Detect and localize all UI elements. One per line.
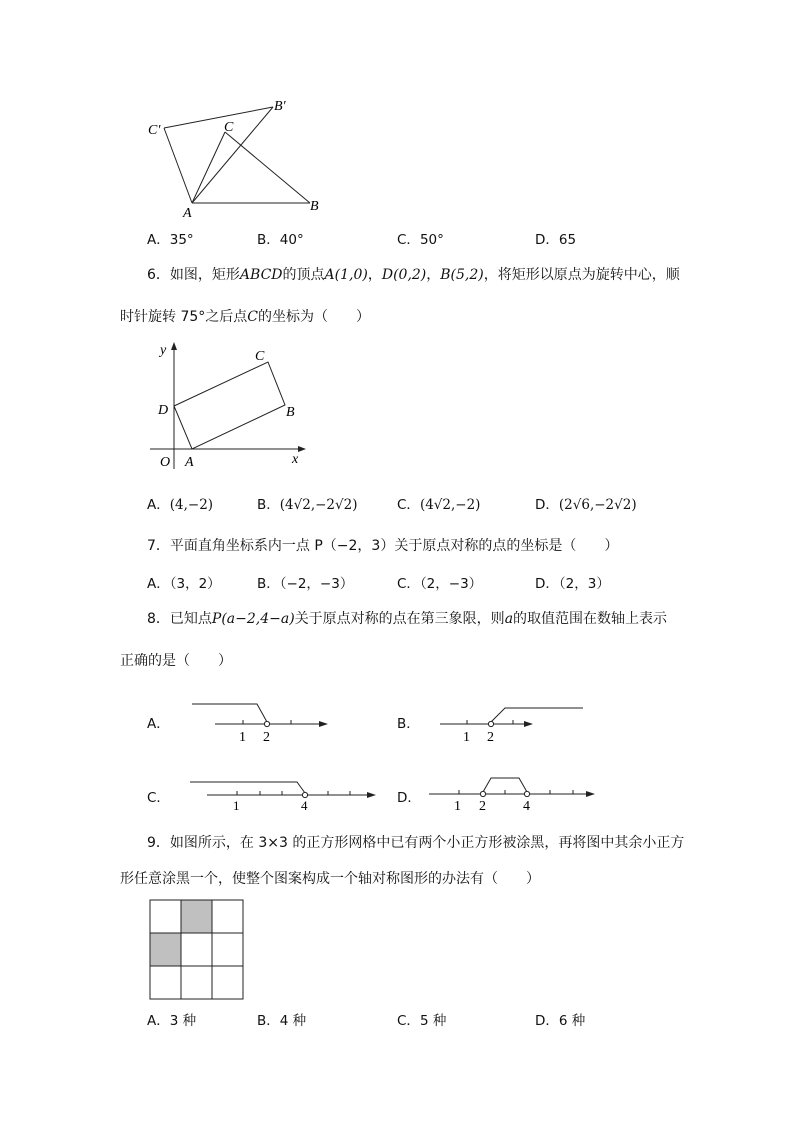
range-line <box>190 782 305 793</box>
q8-option-c-numberline[interactable] <box>185 773 385 815</box>
option-text: 6 种 <box>558 1013 586 1029</box>
option-letter: A． <box>147 1013 170 1029</box>
label-b: B <box>286 405 295 420</box>
q6-option-c[interactable] <box>397 493 480 513</box>
label-c: C <box>224 120 234 135</box>
label-b: B <box>310 199 319 214</box>
option-letter: D． <box>535 497 559 513</box>
label-b-prime: B′ <box>274 99 286 114</box>
option-text: 35° <box>169 232 194 248</box>
option-letter: A． <box>147 576 170 592</box>
option-letter: D． <box>535 576 559 592</box>
grid-cell <box>212 900 243 933</box>
label-a: A <box>183 206 192 220</box>
q6-option-b[interactable] <box>257 493 357 513</box>
q9-option-c[interactable] <box>397 1009 446 1029</box>
q5-option-d[interactable] <box>535 228 576 248</box>
seg-c-a <box>192 132 225 203</box>
q6-rect-name: ABCD <box>239 267 283 283</box>
option-text: （3，2） <box>169 576 221 592</box>
option-letter: C． <box>397 576 420 592</box>
grid-cell <box>181 933 212 966</box>
range-line <box>192 704 267 722</box>
option-text: 40° <box>279 232 304 248</box>
open-endpoint <box>524 791 529 796</box>
option-text: (4,−2) <box>169 497 214 513</box>
q9-option-a[interactable] <box>147 1009 196 1029</box>
q6-stem-line1 <box>147 264 680 284</box>
q6-point-d: D(0,2) <box>381 267 427 283</box>
q8-option-a-letter[interactable]: A． <box>147 716 170 732</box>
grid-cell <box>181 966 212 999</box>
q6-text: 的顶点 <box>282 267 325 283</box>
q8-number: 8．已知点 <box>147 611 212 627</box>
range-line <box>491 708 583 722</box>
q7-option-d[interactable] <box>535 572 610 592</box>
tick-label: 1 <box>233 798 240 813</box>
option-text: （−2，−3） <box>279 576 354 592</box>
q8-option-a-numberline[interactable] <box>185 695 335 747</box>
option-letter: A． <box>147 232 170 248</box>
q6-point-a: A(1,0) <box>324 267 368 283</box>
q9-option-b[interactable] <box>257 1009 306 1029</box>
arrow-icon <box>586 791 595 797</box>
q5-option-c[interactable] <box>397 228 444 248</box>
label-a: A <box>185 455 194 470</box>
option-text: （2，−3） <box>419 576 483 592</box>
option-letter: C． <box>397 497 420 513</box>
option-letter: B． <box>257 232 280 248</box>
arrow-icon <box>367 792 376 798</box>
grid-cell <box>212 966 243 999</box>
q5-option-a[interactable] <box>147 228 194 248</box>
grid-cell-shaded <box>150 933 181 966</box>
option-text: （2，3） <box>558 576 610 592</box>
option-letter: A． <box>147 497 170 513</box>
q8-option-d-numberline[interactable] <box>425 770 605 815</box>
open-endpoint <box>488 721 493 726</box>
seg-c-prime-a <box>164 128 192 203</box>
label-c: C <box>255 349 265 364</box>
q9-option-d[interactable] <box>535 1009 585 1029</box>
seg-c-prime-b-prime <box>164 107 273 128</box>
tick-label: 4 <box>301 798 308 813</box>
q7-option-a[interactable] <box>147 572 221 592</box>
tick-label: 1 <box>239 730 246 745</box>
q6-option-a[interactable] <box>147 493 213 513</box>
tick-label: 2 <box>487 730 494 745</box>
option-letter: B． <box>257 1013 280 1029</box>
tick-label: 4 <box>523 799 530 814</box>
q8-option-d-letter[interactable]: D． <box>397 790 421 806</box>
option-text: 65 <box>558 232 577 248</box>
label-d: D <box>158 403 169 418</box>
q8-option-b-numberline[interactable] <box>435 695 590 747</box>
q8-point: P(a−2,4−a) <box>211 611 295 627</box>
option-text: (4√2,−2√2) <box>279 497 358 513</box>
q8-option-b-letter[interactable]: B． <box>397 716 420 732</box>
option-text: 50° <box>419 232 444 248</box>
option-letter: D． <box>535 1013 559 1029</box>
tick-label: 2 <box>479 799 486 814</box>
q7-option-c[interactable] <box>397 572 482 592</box>
option-text: (4√2,−2) <box>419 497 481 513</box>
label-y: y <box>160 343 167 358</box>
option-letter: D． <box>535 232 559 248</box>
q7-stem: 7．平面直角坐标系内一点 P（−2，3）关于原点对称的点的坐标是（ ） <box>147 538 619 554</box>
q6-number: 6．如图，矩形 <box>147 267 240 283</box>
option-text: 4 种 <box>279 1013 307 1029</box>
option-letter: B． <box>257 497 280 513</box>
tick-label: 1 <box>454 799 461 814</box>
grid-cell <box>150 900 181 933</box>
option-text: 5 种 <box>419 1013 447 1029</box>
grid-cell-shaded <box>181 900 212 933</box>
option-text: (2√6,−2√2) <box>558 497 637 513</box>
open-endpoint <box>264 721 269 726</box>
option-text: 3 种 <box>169 1013 197 1029</box>
label-x: x <box>292 452 299 467</box>
x-axis-arrow-icon <box>298 446 306 452</box>
option-letter: B． <box>257 576 280 592</box>
q6-text: ， <box>367 267 382 283</box>
arrow-icon <box>524 721 533 727</box>
q6-text: ，将矩形以原点为旋转中心，顺 <box>483 267 680 283</box>
tick-label: 2 <box>263 730 270 745</box>
label-c-prime: C′ <box>148 123 161 138</box>
q6-text: ， <box>426 267 441 283</box>
q8-variable: a <box>504 611 514 627</box>
tick-label: 1 <box>463 730 470 745</box>
q6-option-d[interactable] <box>535 493 637 513</box>
open-endpoint <box>302 792 307 797</box>
option-letter: C． <box>397 232 420 248</box>
q9-stem-line1: 9．如图所示，在 3×3 的正方形网格中已有两个小正方形被涂黑，再将图中其余小正方 <box>147 835 685 851</box>
q9-stem-line2: 形任意涂黑一个，使整个图案构成一个轴对称图形的办法有（ ） <box>120 871 540 887</box>
q5-option-b[interactable] <box>257 228 304 248</box>
arrow-icon <box>319 721 328 727</box>
q6-figure <box>140 338 315 473</box>
q5-figure <box>140 95 340 220</box>
q6-text: 时针旋转 75°之后点 <box>120 309 248 325</box>
grid-cell <box>212 933 243 966</box>
rectangle-abcd <box>174 362 285 449</box>
q7-option-b[interactable] <box>257 572 353 592</box>
q6-point-b: B(5,2) <box>440 267 484 283</box>
range-line <box>483 778 527 792</box>
q6-point-c: C <box>247 309 258 325</box>
q8-option-c-letter[interactable]: C． <box>147 790 170 806</box>
label-origin: O <box>160 455 171 470</box>
q8-text: 的取值范围在数轴上表示 <box>513 611 668 627</box>
option-letter: C． <box>397 1013 420 1029</box>
seg-c-b <box>225 132 310 203</box>
q9-grid-figure <box>148 898 246 1000</box>
q8-text: 关于原点对称的点在第三象限，则 <box>294 611 505 627</box>
y-axis-arrow-icon <box>171 342 177 350</box>
grid-cell <box>150 966 181 999</box>
q8-stem-line2: 正确的是（ ） <box>120 653 232 669</box>
open-endpoint <box>480 791 485 796</box>
q8-stem-line1 <box>147 608 667 628</box>
q6-text: 的坐标为（ ） <box>257 309 370 325</box>
q6-stem-line2 <box>120 306 370 326</box>
